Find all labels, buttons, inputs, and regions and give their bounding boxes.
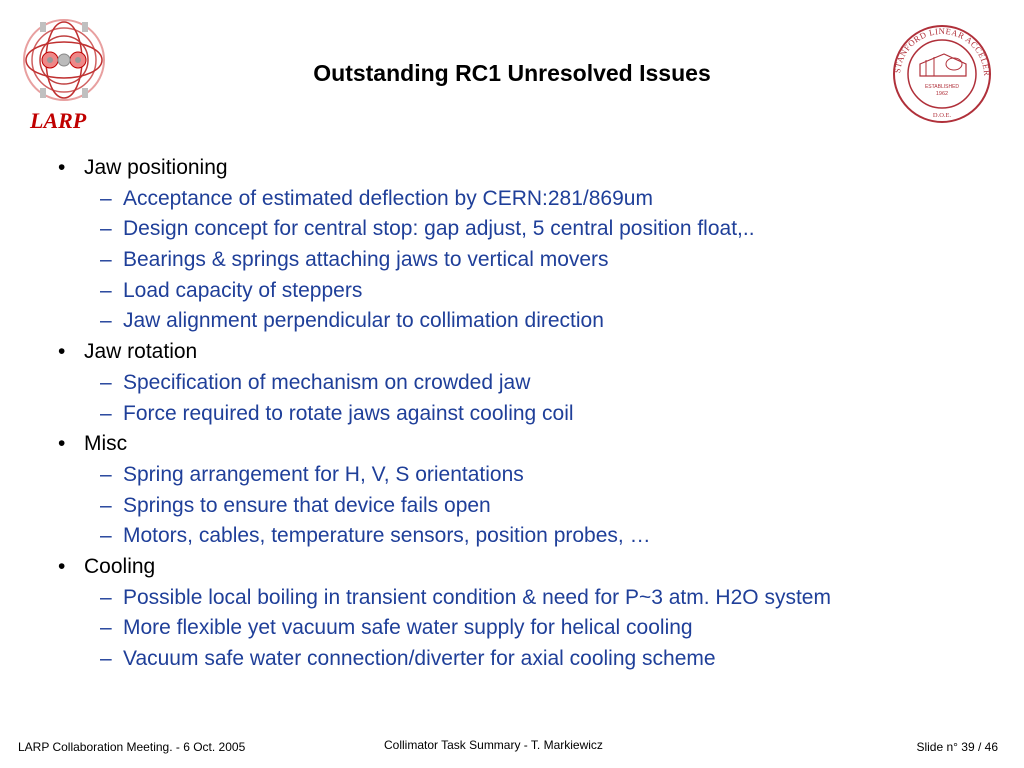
footer-slide-number: Slide n° 39 / 46 [916, 740, 998, 754]
sub-item-label: Motors, cables, temperature sensors, position probes, … [123, 524, 651, 548]
bullet-glyph: • [58, 340, 66, 364]
bullet-item [58, 337, 1008, 368]
bullet-label: Cooling [84, 554, 156, 578]
bullet-glyph: • [58, 432, 66, 456]
sub-item-label: Spring arrangement for H, V, S orientations [123, 462, 524, 486]
sub-item [58, 306, 1008, 337]
sub-item-label: Jaw alignment perpendicular to collimation direction [123, 309, 604, 333]
dash-glyph: – [100, 217, 112, 241]
sub-item-label: Force required to rotate jaws against cooling coil [123, 401, 574, 425]
bullet-item [58, 153, 1008, 184]
sub-item-label: Possible local boiling in transient condition & need for P~3 atm. H2O system [123, 585, 831, 609]
dash-glyph: – [100, 585, 112, 609]
bullet-glyph: • [58, 554, 66, 578]
bullet-glyph: • [58, 156, 66, 179]
dash-glyph: – [100, 186, 112, 210]
sub-item [58, 368, 1008, 399]
sub-item [58, 245, 1008, 276]
sub-item-label: Specification of mechanism on crowded jaw [123, 370, 531, 394]
bullet-item [58, 429, 1008, 460]
sub-item [58, 276, 1008, 307]
sub-item [58, 521, 1008, 552]
slide-title: Outstanding RC1 Unresolved Issues [313, 60, 711, 86]
bullet-label: Misc [84, 432, 128, 456]
dash-glyph: – [100, 524, 112, 548]
sub-item [58, 644, 1008, 675]
bullet-label: Jaw rotation [84, 340, 198, 364]
bullet-label: Jaw positioning [84, 156, 228, 179]
dash-glyph: – [100, 278, 112, 302]
sub-item [58, 460, 1008, 491]
sub-item [58, 583, 1008, 614]
svg-text:D.O.E.: D.O.E. [932, 112, 952, 119]
bullet-item [58, 552, 1008, 583]
dash-glyph: – [100, 401, 112, 425]
sub-item [58, 184, 1008, 215]
sub-item [58, 214, 1008, 245]
sub-item [58, 491, 1008, 522]
dash-glyph: – [100, 370, 112, 394]
sub-item-label: More flexible yet vacuum safe water supply for helical cooling [123, 616, 693, 640]
sub-item-label: Load capacity of steppers [123, 278, 363, 302]
sub-item [58, 613, 1008, 644]
larp-logo-text: LARP [30, 108, 87, 133]
svg-text:STANFORD LINEAR ACCELERATOR CE: STANFORD LINEAR ACCELER [892, 25, 993, 77]
sub-item-label: Springs to ensure that device fails open [123, 493, 491, 517]
bullet-list [58, 153, 1008, 675]
slac-seal-logo [884, 24, 1000, 124]
footer-meeting: LARP Collaboration Meeting. - 6 Oct. 2005 [18, 740, 246, 754]
dash-glyph: – [100, 309, 112, 333]
svg-text:1962: 1962 [935, 91, 949, 97]
sub-item-label: Bearings & springs attaching jaws to vertical movers [123, 248, 609, 272]
dash-glyph: – [100, 493, 112, 517]
footer-presentation: Collimator Task Summary - T. Markiewicz [384, 738, 603, 752]
sub-item [58, 399, 1008, 430]
dash-glyph: – [100, 462, 112, 486]
dash-glyph: – [100, 647, 112, 670]
sub-item-label: Acceptance of estimated deflection by CERN:281/869um [123, 186, 653, 210]
svg-text:ESTABLISHED: ESTABLISHED [924, 84, 960, 90]
sub-item-label: Vacuum safe water connection/diverter for axial cooling scheme [123, 647, 716, 670]
sub-item-label: Design concept for central stop: gap adjust, 5 central position float,.. [123, 217, 755, 241]
dash-glyph: – [100, 248, 112, 272]
dash-glyph: – [100, 616, 112, 640]
